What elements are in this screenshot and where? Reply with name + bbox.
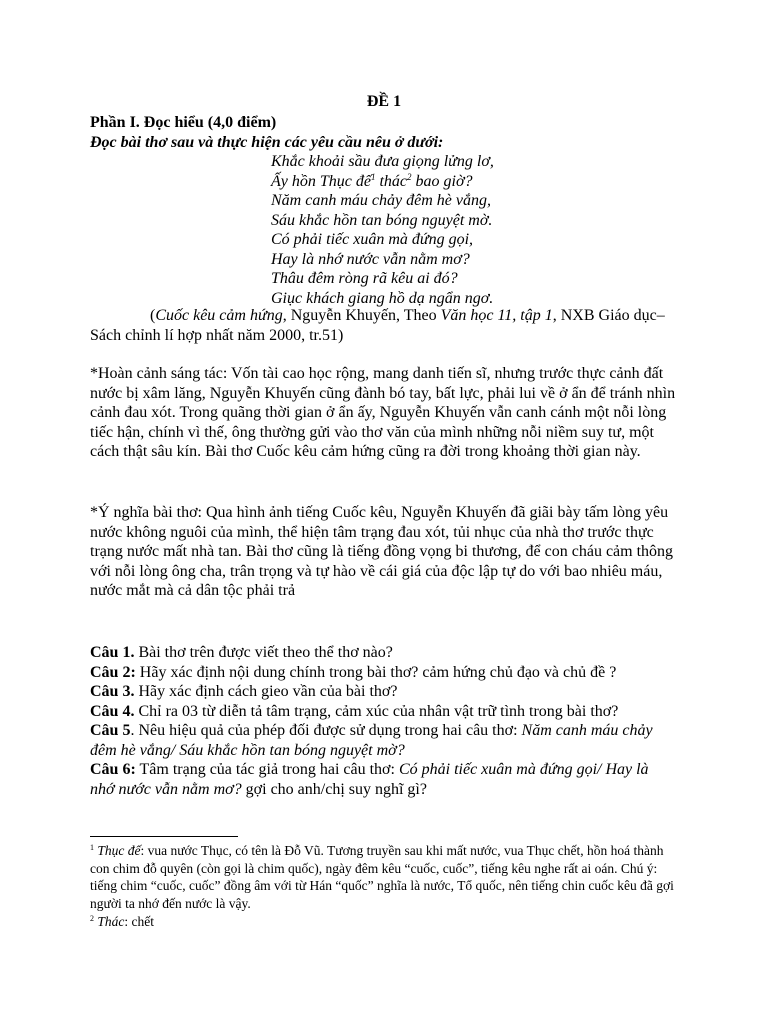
question-2: Câu 2: Hãy xác định nội dung chính trong bài thơ? cảm hứng chủ đạo và chủ đề ?: [90, 663, 617, 681]
exam-title: ĐỀ 1: [366, 93, 402, 110]
footnote-1: $^1$ Thục đế: vua nước Thục, có tên là Đỗ Vũ. Tương truyền sau khi mất nước, vua Thục chết, hồn hoá thành con chim đỗ quyên (còn gọi là chim quốc), ngày đêm kêu “cuốc, cuốc”, tiếng kêu nghe rất ai oán. Chú ý: tiếng chim “cuốc, cuốc” đồng âm với từ Hán “quốc” nghĩa là nước, Tổ quốc, nên tiếng chin cuốc kêu đã gợi người ta nhớ đến nước là vậy.: [90, 843, 674, 911]
poem-line-1: Khắc khoải sầu đưa giọng lửng lơ,: [271, 153, 494, 170]
footnote-ref-2[interactable]: 2: [407, 171, 412, 182]
question-6: Câu 6: Tâm trạng của tác giả trong hai câu thơ: Có phải tiếc xuân mà đứng gọi/ Hay là nhớ nước vẫn nằm mơ? gợi cho anh/chị suy nghĩ gì?: [90, 761, 649, 798]
footnote-ref-1[interactable]: 1: [370, 171, 376, 182]
meaning-paragraph: *Ý nghĩa bài thơ: Qua hình ảnh tiếng Cuốc kêu, Nguyễn Khuyến đã giãi bày tấm lòng yêu nước không nguôi của mình, thể hiện tâm trạng đau xót, tủi nhục của nhà thơ trước thực trạng nước mất nhà tan. Bài thơ cũng là tiếng đồng vọng bi thương, để con cháu cảm thông với nỗi lòng ông cha, trân trọng và tự hào về cái giá của độc lập tự do với bao nhiêu máu, nước mắt mà cả dân tộc phải trả: [90, 504, 674, 599]
poem-line-8: Giục khách giang hồ dạ ngẩn ngơ.: [271, 289, 494, 307]
question-4: Câu 4. Chỉ ra 03 từ diễn tả tâm trạng, cảm xúc của nhân vật trữ tình trong bài thơ?: [90, 702, 619, 720]
question-3: Câu 3. Hãy xác định cách gieo vần của bài thơ?: [90, 683, 398, 700]
poem-line-6: Hay là nhớ nước vẫn nằm mơ?: [271, 250, 470, 268]
poem-line-7: Thâu đêm ròng rã kêu ai đó?: [271, 270, 458, 287]
footnote-2: $^2$ Thác: chết: [90, 914, 154, 929]
context-paragraph: *Hoàn cảnh sáng tác: Vốn tài cao học rộng, mang danh tiến sĩ, nhưng trước thực cảnh đất nước bị xâm lăng, Nguyễn Khuyến cũng đành bó tay, bất lực, phải lui về ở ẩn để tránh nhìn cảnh đau xót. Trong quãng thời gian ở ẩn ấy, Nguyễn Khuyến vẫn canh cánh một nỗi lòng tiếc hận, chính vì thế, ông thường gửi vào thơ văn của mình những nỗi niềm suy tư, một cách thật sâu kín. Bài thơ Cuốc kêu cảm hứng cũng ra đời trong khoảng thời gian này.: [90, 365, 676, 460]
questions: [90, 643, 677, 799]
question-1: Câu 1. Bài thơ trên được viết theo thể thơ nào?: [90, 644, 393, 661]
question-5: Câu 5. Nêu hiệu quả của phép đối được sử dụng trong hai câu thơ: Năm canh máu chảy đêm hè vắng/ Sáu khắc hồn tan bóng nguyệt mờ?: [90, 722, 653, 759]
part1-heading: Phần I. Đọc hiểu (4,0 điểm): [90, 114, 277, 131]
poem-line-3: Năm canh máu chảy đêm hè vắng,: [271, 192, 491, 209]
poem-line-2: Ấy hồn Thục đế$^1$ thác$^2$ bao giờ?: [271, 171, 473, 190]
footnote-separator: [90, 836, 238, 837]
poem: [271, 152, 494, 308]
instruction: Đọc bài thơ sau và thực hiện các yêu cầu nêu ở dưới:: [90, 134, 444, 151]
poem-source: (Cuốc kêu cảm hứng, Nguyễn Khuyến, Theo Văn học 11, tập 1, NXB Giáo dục– Sách chỉnh lí hợp nhất năm 2000, tr.51): [90, 307, 665, 344]
poem-line-4: Sáu khắc hồn tan bóng nguyệt mờ.: [271, 211, 493, 229]
poem-line-5: Có phải tiếc xuân mà đứng gọi,: [271, 231, 474, 248]
